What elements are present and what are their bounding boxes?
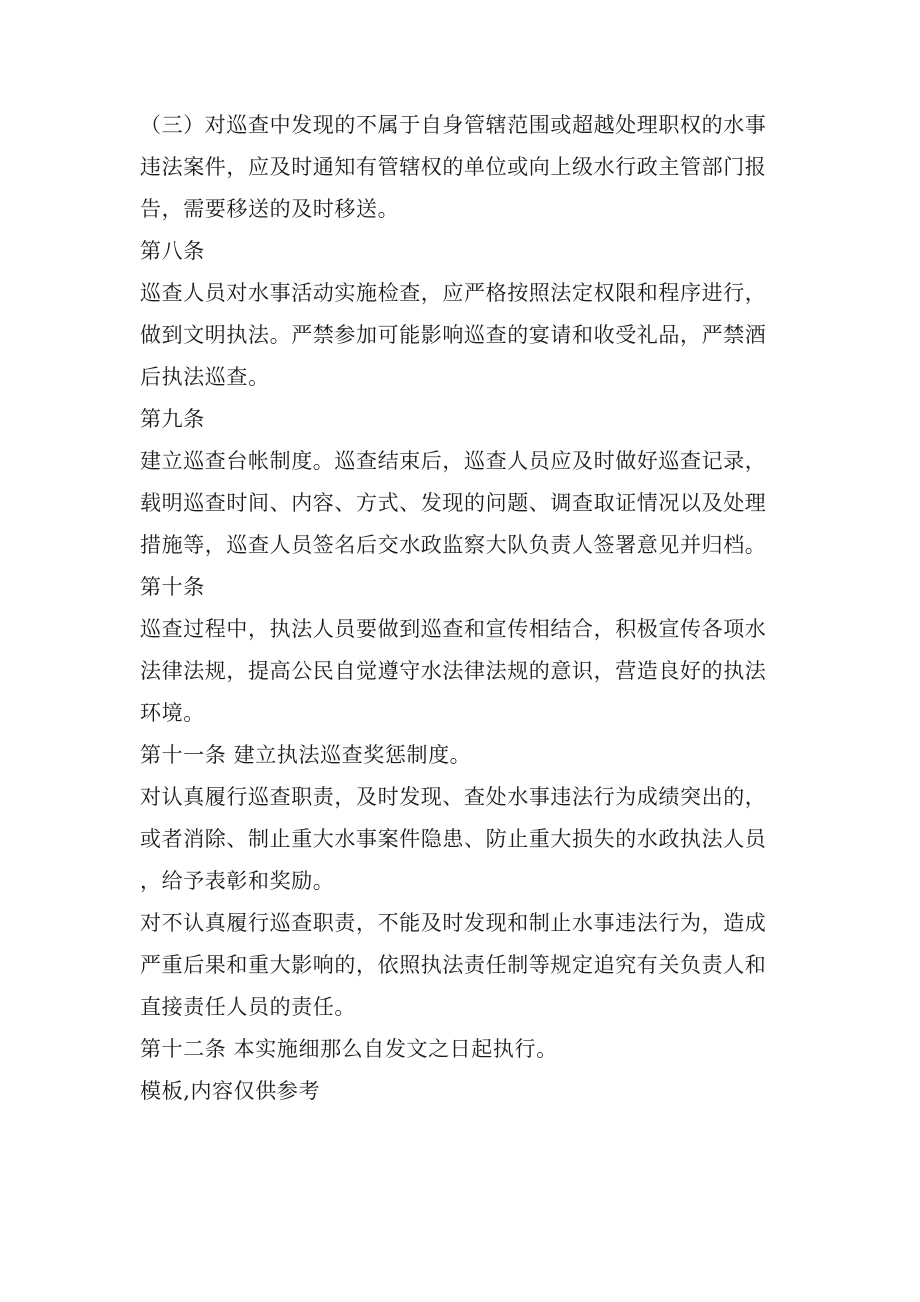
article-heading: 第十二条 本实施细那么自发文之日起执行。 [140, 1037, 558, 1061]
article-heading: 第十一条 建立执法巡查奖惩制度。 [140, 743, 472, 767]
text-line: ，给予表彰和奖励。 [140, 869, 335, 893]
text-line: 法律法规，提高公民自觉遵守水法律法规的意识，营造良好的执法 [140, 659, 767, 683]
text-line: 严重后果和重大影响的，依照执法责任制等规定追究有关负责人和 [140, 953, 767, 977]
footer-note: 模板,内容仅供参考 [140, 1079, 321, 1103]
article-heading: 第八条 [140, 239, 205, 263]
text-line: 措施等，巡查人员签名后交水政监察大队负责人签署意见并归档。 [140, 533, 767, 557]
text-line: 违法案件，应及时通知有管辖权的单位或向上级水行政主管部门报 [140, 155, 767, 179]
text-line: 载明巡查时间、内容、方式、发现的问题、调查取证情况以及处理 [140, 491, 767, 515]
text-line: 告，需要移送的及时移送。 [140, 197, 400, 221]
article-heading: 第九条 [140, 407, 205, 431]
text-line: 巡查过程中，执法人员要做到巡查和宣传相结合，积极宣传各项水 [140, 617, 767, 641]
text-line: 对认真履行巡查职责，及时发现、查处水事违法行为成绩突出的， [140, 785, 767, 809]
text-line: 建立巡查台帐制度。巡查结束后，巡查人员应及时做好巡查记录， [140, 449, 767, 473]
text-line: 巡查人员对水事活动实施检查，应严格按照法定权限和程序进行， [140, 281, 767, 305]
text-line: 直接责任人员的责任。 [140, 995, 356, 1019]
text-line: 环境。 [140, 701, 205, 725]
article-heading: 第十条 [140, 575, 205, 599]
text-line: （三）对巡查中发现的不属于自身管辖范围或超越处理职权的水事 [140, 113, 767, 137]
text-line: 对不认真履行巡查职责，不能及时发现和制止水事违法行为，造成 [140, 911, 767, 935]
text-line: 后执法巡查。 [140, 365, 270, 389]
text-line: 做到文明执法。严禁参加可能影响巡查的宴请和收受礼品，严禁酒 [140, 323, 767, 347]
text-line: 或者消除、制止重大水事案件隐患、防止重大损失的水政执法人员 [140, 827, 767, 851]
document-body [140, 104, 780, 1112]
